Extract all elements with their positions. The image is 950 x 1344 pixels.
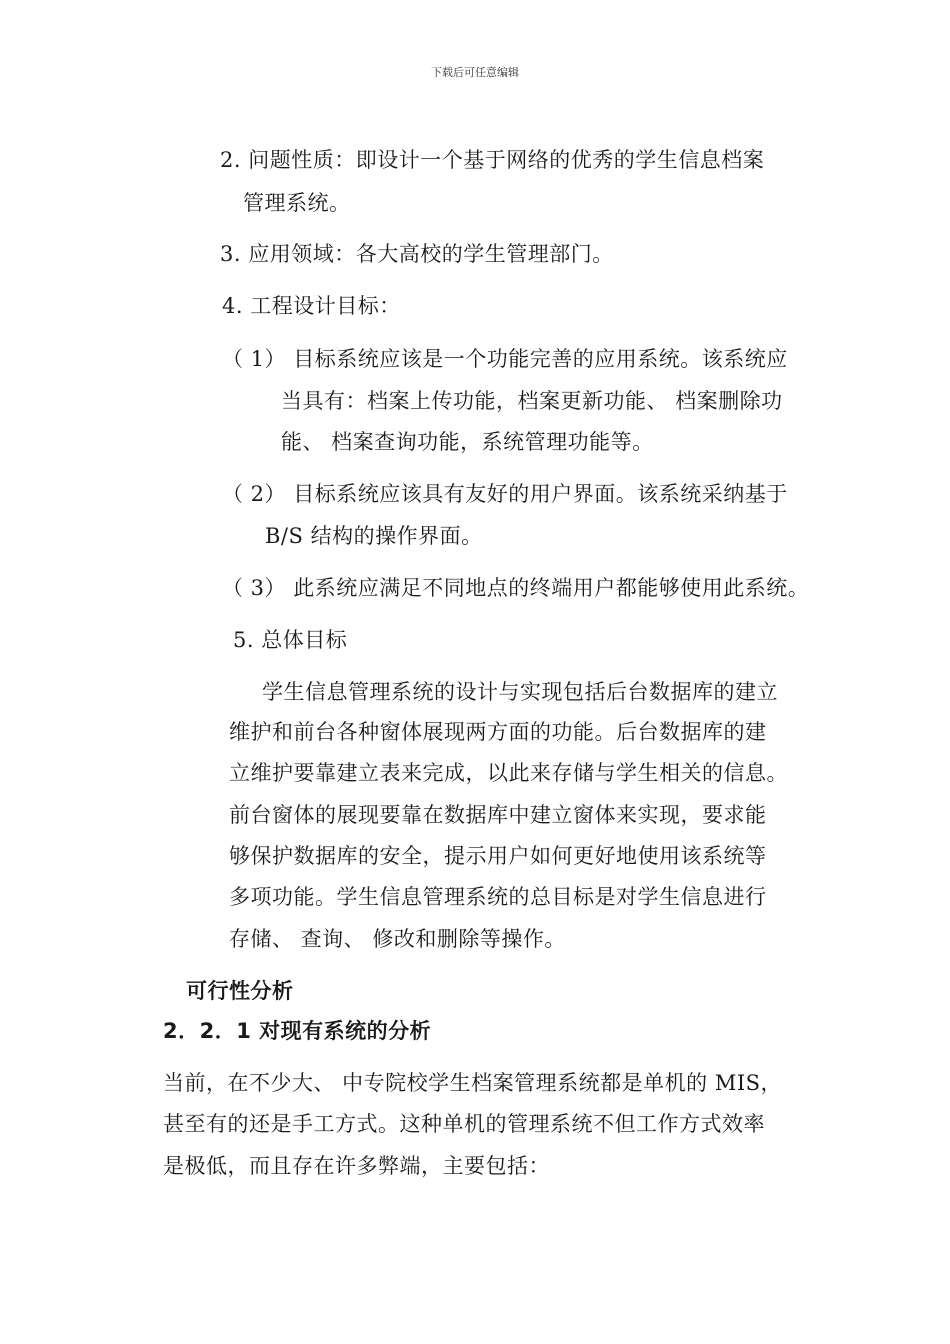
sub-item-1: （ 1） 目标系统应该是一个功能完善的应用系统。该系统应 (222, 347, 788, 371)
item-2-problem-nature: 2. 问题性质：即设计一个基于网络的优秀的学生信息档案 (220, 148, 765, 172)
sub-item-1-line-3: 能、 档案查询功能，系统管理功能等。 (281, 430, 654, 454)
paragraph-line-5: 够保护数据库的安全，提示用户如何更好地使用该系统等 (229, 844, 767, 868)
body-line-3: 是极低，而且存在许多弊端，主要包括： (163, 1154, 550, 1178)
subsection-heading-2-2-1: 2．2．1 对现有系统的分析 (163, 1019, 432, 1043)
sub-item-2: （ 2） 目标系统应该具有友好的用户界面。该系统采纳基于 (222, 482, 788, 506)
body-line-2: 甚至有的还是手工方式。这种单机的管理系统不但工作方式效率 (163, 1112, 765, 1136)
paragraph-line-3: 立维护要靠建立表来完成，以此来存储与学生相关的信息。 (229, 761, 788, 785)
sub-item-1-line-2: 当具有：档案上传功能，档案更新功能、 档案删除功 (281, 389, 783, 413)
sub-item-2-line-2: B/S 结构的操作界面。 (265, 524, 483, 548)
sub-item-3: （ 3） 此系统应满足不同地点的终端用户都能够使用此系统。 (222, 576, 810, 600)
item-4-design-goal: 4. 工程设计目标： (222, 294, 401, 318)
item-2-continuation: 管理系统。 (243, 191, 351, 215)
paragraph-line-2: 维护和前台各种窗体展现两方面的功能。后台数据库的建 (229, 720, 767, 744)
page-header: 下载后可任意编辑 (431, 66, 519, 79)
section-heading-feasibility: 可行性分析 (186, 979, 294, 1003)
item-5-overall-goal: 5. 总体目标 (233, 628, 348, 652)
paragraph-line-6: 多项功能。学生信息管理系统的总目标是对学生信息进行 (229, 885, 767, 909)
body-line-1: 当前，在不少大、 中专院校学生档案管理系统都是单机的 MIS， (163, 1071, 783, 1095)
paragraph-line-4: 前台窗体的展现要靠在数据库中建立窗体来实现，要求能 (229, 803, 767, 827)
paragraph-line-7: 存储、 查询、 修改和删除等操作。 (229, 927, 566, 951)
paragraph-line-1: 学生信息管理系统的设计与实现包括后台数据库的建立 (262, 680, 778, 704)
item-3-application-field: 3. 应用领域：各大高校的学生管理部门。 (220, 242, 614, 266)
